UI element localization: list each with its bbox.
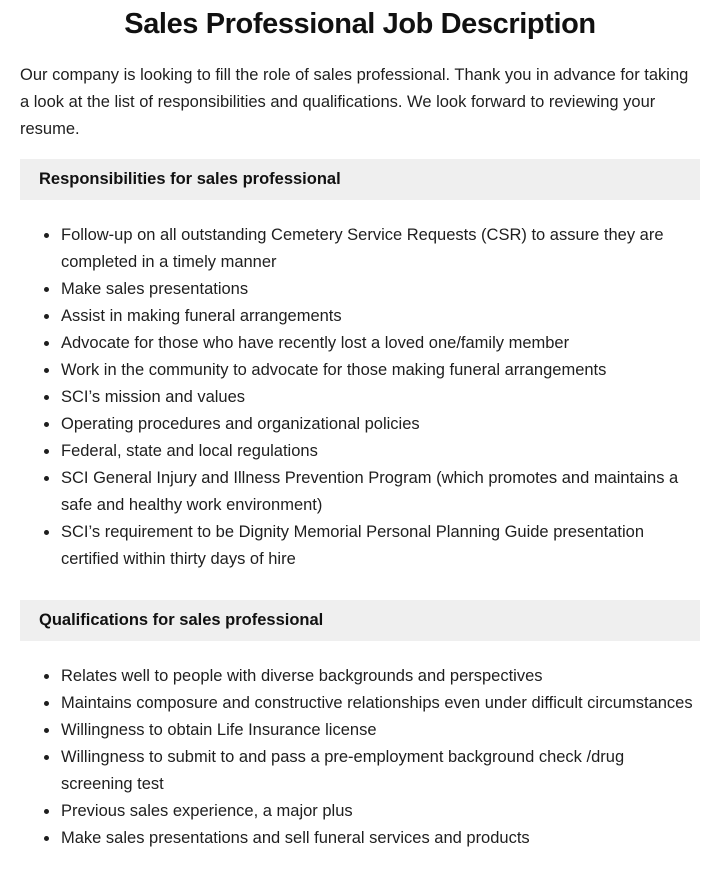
- list-item: • Maintains composure and constructive relationships even under difficult circumstances: [60, 690, 700, 717]
- list-item: • Federal, state and local regulations: [60, 438, 700, 465]
- list-item: • Operating procedures and organizational policies: [60, 411, 700, 438]
- intro-paragraph: Our company is looking to fill the role of sales professional. Thank you in advance for taking a look at the list of responsibilities and qualifications. We look forward to reviewing your resume.: [20, 66, 689, 139]
- section-gap: [20, 573, 700, 600]
- qualifications-list: [20, 663, 700, 852]
- responsibilities-section-header: Responsibilities for sales professional: [20, 159, 700, 200]
- list-item: • Advocate for those who have recently lost a loved one/family member: [60, 330, 700, 357]
- list-item: • Assist in making funeral arrangements: [60, 303, 700, 330]
- list-item: • Work in the community to advocate for those making funeral arrangements: [60, 357, 700, 384]
- list-item: • Willingness to obtain Life Insurance license: [60, 717, 700, 744]
- responsibilities-list: [20, 222, 700, 573]
- list-item: • Make sales presentations: [60, 276, 700, 303]
- list-item: • Willingness to submit to and pass a pre-employment background check /drug screening test: [60, 744, 700, 798]
- list-item: • SCI’s mission and values: [60, 384, 700, 411]
- list-item: • Follow-up on all outstanding Cemetery Service Requests (CSR) to assure they are completed in a timely manner: [60, 222, 700, 276]
- qualifications-section-header: Qualifications for sales professional: [20, 600, 700, 641]
- list-item: • SCI General Injury and Illness Prevention Program (which promotes and maintains a safe and healthy work environment): [60, 465, 700, 519]
- list-item: • Previous sales experience, a major plus: [60, 798, 700, 825]
- list-item: • SCI’s requirement to be Dignity Memorial Personal Planning Guide presentation certified within thirty days of hire: [60, 519, 700, 573]
- list-item: • Make sales presentations and sell funeral services and products: [60, 825, 700, 852]
- list-item: • Relates well to people with diverse backgrounds and perspectives: [60, 663, 700, 690]
- page-title: Sales Professional Job Description: [124, 8, 596, 40]
